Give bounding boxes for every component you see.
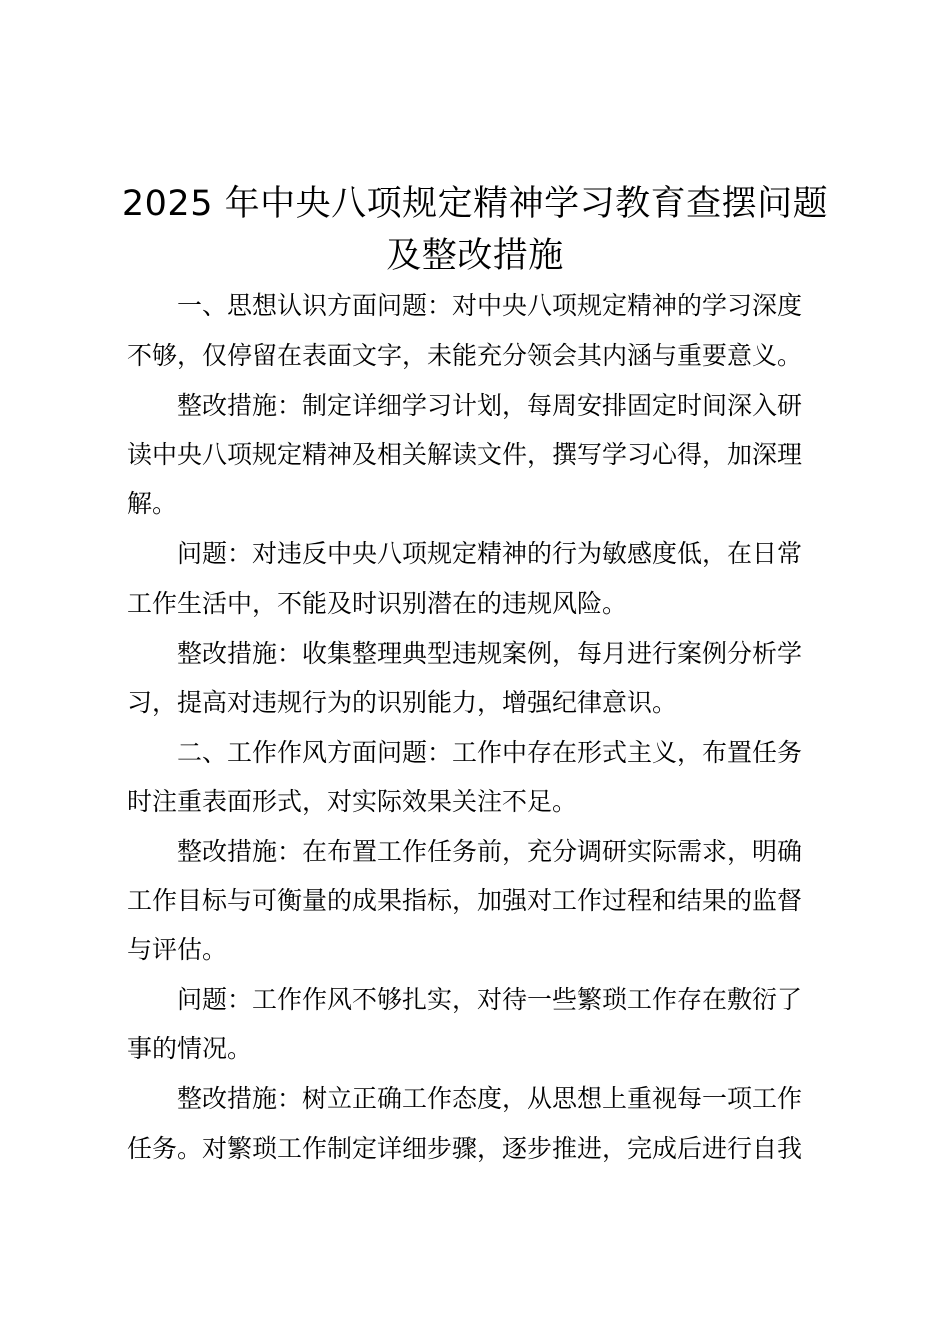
paragraph-line: 读中央八项规定精神及相关解读文件，撰写学习心得，加深理	[127, 440, 803, 469]
paragraph-line: 整改措施：在布置工作任务前，充分调研实际需求，明确	[177, 837, 803, 866]
paragraph-line: 一、思想认识方面问题：对中央八项规定精神的学习深度	[177, 291, 803, 320]
document-title-line-2: 及整改措施	[386, 236, 564, 276]
paragraph-line: 二、工作作风方面问题：工作中存在形式主义，布置任务	[177, 738, 803, 767]
paragraph-line: 问题：对违反中央八项规定精神的行为敏感度低，在日常	[177, 539, 803, 568]
paragraph-line: 问题：工作作风不够扎实，对待一些繁琐工作存在敷衍了	[177, 985, 803, 1014]
paragraph-line: 整改措施：收集整理典型违规案例，每月进行案例分析学	[177, 639, 803, 668]
paragraph-line: 不够，仅停留在表面文字，未能充分领会其内涵与重要意义。	[127, 341, 803, 370]
paragraph-line: 任务。对繁琐工作制定详细步骤，逐步推进，完成后进行自我	[127, 1134, 803, 1163]
paragraph-line: 事的情况。	[127, 1034, 253, 1063]
paragraph-line: 工作生活中，不能及时识别潜在的违规风险。	[127, 589, 628, 618]
document-title-line-1: 2025 年中央八项规定精神学习教育查摆问题	[121, 184, 829, 224]
paragraph-line: 习，提高对违规行为的识别能力，增强纪律意识。	[127, 688, 678, 717]
paragraph-line: 与评估。	[127, 935, 228, 964]
paragraph-line: 整改措施：制定详细学习计划，每周安排固定时间深入研	[177, 391, 803, 420]
paragraph-line: 工作目标与可衡量的成果指标，加强对工作过程和结果的监督	[127, 886, 803, 915]
paragraph-line: 解。	[127, 489, 178, 518]
paragraph-line: 时注重表面形式，对实际效果关注不足。	[127, 787, 578, 816]
paragraph-line: 整改措施：树立正确工作态度，从思想上重视每一项工作	[177, 1084, 803, 1113]
